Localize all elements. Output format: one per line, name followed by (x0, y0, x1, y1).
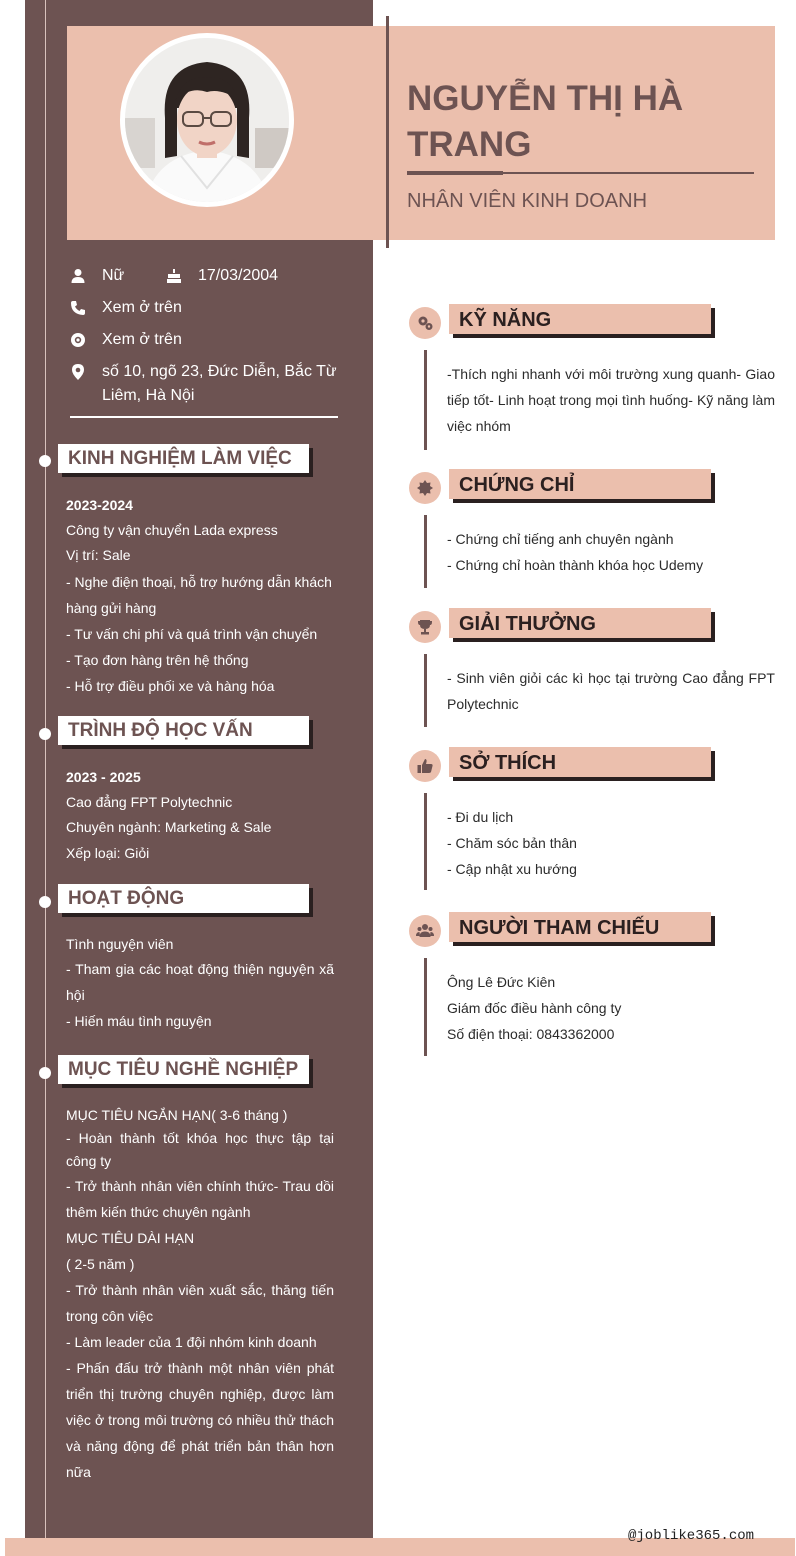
timeline-dot (39, 455, 51, 467)
experience-line: - Hỗ trợ điều phối xe và hàng hóa (66, 678, 275, 694)
certificates-content (447, 526, 775, 578)
trophy-icon (416, 618, 434, 636)
section-objective-heading: MỤC TIÊU NGHỀ NGHIỆP (58, 1055, 313, 1088)
references-circle (409, 915, 441, 947)
info-birthday (164, 264, 278, 288)
certificate-badge-icon (416, 479, 434, 497)
objective-line: - Hoàn thành tốt khóa học thực tập tại công ty (66, 1130, 334, 1169)
objective-line: MỤC TIÊU DÀI HẠN (66, 1230, 195, 1246)
thumbs-up-icon (416, 757, 434, 775)
awards-line (424, 654, 427, 727)
info-divider (70, 416, 338, 418)
section-experience-heading: KINH NGHIỆM LÀM VIỆC (58, 444, 313, 477)
address-value: số 10, ngõ 23, Đức Diễn, Bắc Từ Liêm, Hà Nội (102, 363, 337, 404)
section-certificates-heading: CHỨNG CHỈ (449, 469, 715, 503)
awards-circle (409, 611, 441, 643)
experience-period: 2023-2024 (66, 497, 133, 513)
section-hobbies-heading: SỞ THÍCH (449, 747, 715, 781)
section-activities-heading: HOẠT ĐỘNG (58, 884, 313, 917)
candidate-name: NGUYỄN THỊ HÀ TRANG (407, 79, 684, 164)
certificate-item: - Chứng chỉ tiếng anh chuyên ngành (447, 531, 674, 547)
sidebar-timeline-line (45, 0, 46, 1556)
references-line (424, 958, 427, 1056)
activity-line: - Hiến máu tình nguyện (66, 1013, 212, 1029)
phone-icon (68, 298, 88, 318)
objective-line: - Phấn đấu trở thành một nhân viên phát triển thị trường chuyên nghiệp, được làm việc ở trong môi trường có nhiều thử thách và năng động để phát triển bản thân hơn nữa (66, 1360, 334, 1480)
timeline-dot (39, 1067, 51, 1079)
experience-line: Công ty vận chuyển Lada express (66, 522, 278, 538)
experience-line: Vị trí: Sale (66, 547, 131, 563)
avatar-photo (125, 38, 289, 202)
objective-line: - Làm leader của 1 đội nhóm kinh doanh (66, 1334, 317, 1350)
education-period: 2023 - 2025 (66, 769, 141, 785)
hobby-item: - Cập nhật xu hướng (447, 861, 577, 877)
info-gender (68, 264, 124, 288)
email-value: Xem ở trên (102, 331, 182, 348)
activity-line: - Tham gia các hoạt động thiện nguyện xã hội (66, 961, 334, 1003)
activities-content (66, 932, 334, 1034)
email-at-icon (68, 330, 88, 350)
education-line: Cao đẳng FPT Polytechnic (66, 794, 233, 810)
certificates-line (424, 515, 427, 588)
gender-value: Nữ (102, 267, 125, 284)
references-content (447, 969, 775, 1047)
objective-line: - Trở thành nhân viên xuất sắc, thăng tiến trong côn việc (66, 1282, 334, 1324)
certificate-item: - Chứng chỉ hoàn thành khóa học Udemy (447, 557, 704, 573)
job-title: NHÂN VIÊN KINH DOANH (407, 190, 648, 212)
hobbies-content (447, 804, 775, 882)
experience-line: - Tư vấn chi phí và quá trình vận chuyển (66, 626, 318, 642)
info-phone (68, 296, 182, 320)
section-education-heading: TRÌNH ĐỘ HỌC VẤN (58, 716, 313, 749)
awards-text: - Sinh viên giỏi các kì học tại trường Cao đẳng FPT Polytechnic (447, 670, 775, 712)
skills-circle (409, 307, 441, 339)
watermark: @joblike365.com (628, 1528, 755, 1544)
section-references-heading: NGƯỜI THAM CHIẾU (449, 912, 715, 946)
info-email (68, 328, 182, 352)
objective-line: ( 2-5 năm ) (66, 1256, 135, 1272)
timeline-dot (39, 896, 51, 908)
reference-item: Giám đốc điều hành công ty (447, 1000, 622, 1016)
gears-icon (416, 314, 434, 332)
timeline-dot (39, 728, 51, 740)
objective-line: - Trở thành nhân viên chính thức- Trau dồi thêm kiến thức chuyên ngành (66, 1178, 334, 1220)
location-pin-icon (68, 362, 88, 382)
hobby-item: - Chăm sóc bản thân (447, 835, 577, 851)
education-line: Chuyên ngành: Marketing & Sale (66, 819, 272, 835)
experience-content (66, 492, 334, 699)
education-content (66, 764, 334, 866)
section-awards-heading: GIẢI THƯỞNG (449, 608, 715, 642)
info-address (68, 360, 338, 408)
objective-line: MỤC TIÊU NGẮN HẠN( 3-6 tháng ) (66, 1107, 288, 1123)
phone-value: Xem ở trên (102, 299, 182, 316)
avatar (120, 33, 294, 207)
certificates-circle (409, 472, 441, 504)
hobbies-circle (409, 750, 441, 782)
reference-item: Ông Lê Đức Kiên (447, 974, 556, 990)
experience-line: - Tạo đơn hàng trên hệ thống (66, 652, 249, 668)
name-underline-accent (407, 171, 503, 175)
section-skills-heading: KỸ NĂNG (449, 304, 715, 338)
people-group-icon (416, 922, 434, 940)
reference-item: Số điện thoại: 0843362000 (447, 1026, 615, 1042)
education-line: Xếp loại: Giỏi (66, 845, 150, 861)
skills-line (424, 350, 427, 450)
user-icon (68, 266, 88, 286)
birthday-cake-icon (164, 266, 184, 286)
hobbies-line (424, 793, 427, 890)
skills-text: -Thích nghi nhanh với môi trường xung quanh- Giao tiếp tốt- Linh hoạt trong mọi tình huống- Kỹ năng làm việc nhóm (447, 366, 775, 434)
hobby-item: - Đi du lịch (447, 809, 514, 825)
objective-content (66, 1104, 334, 1485)
birthday-value: 17/03/2004 (198, 267, 279, 284)
experience-line: - Nghe điện thoại, hỗ trợ hướng dẫn khách hàng gửi hàng (66, 574, 332, 616)
header-divider (386, 16, 389, 248)
activity-line: Tình nguyện viên (66, 936, 174, 952)
